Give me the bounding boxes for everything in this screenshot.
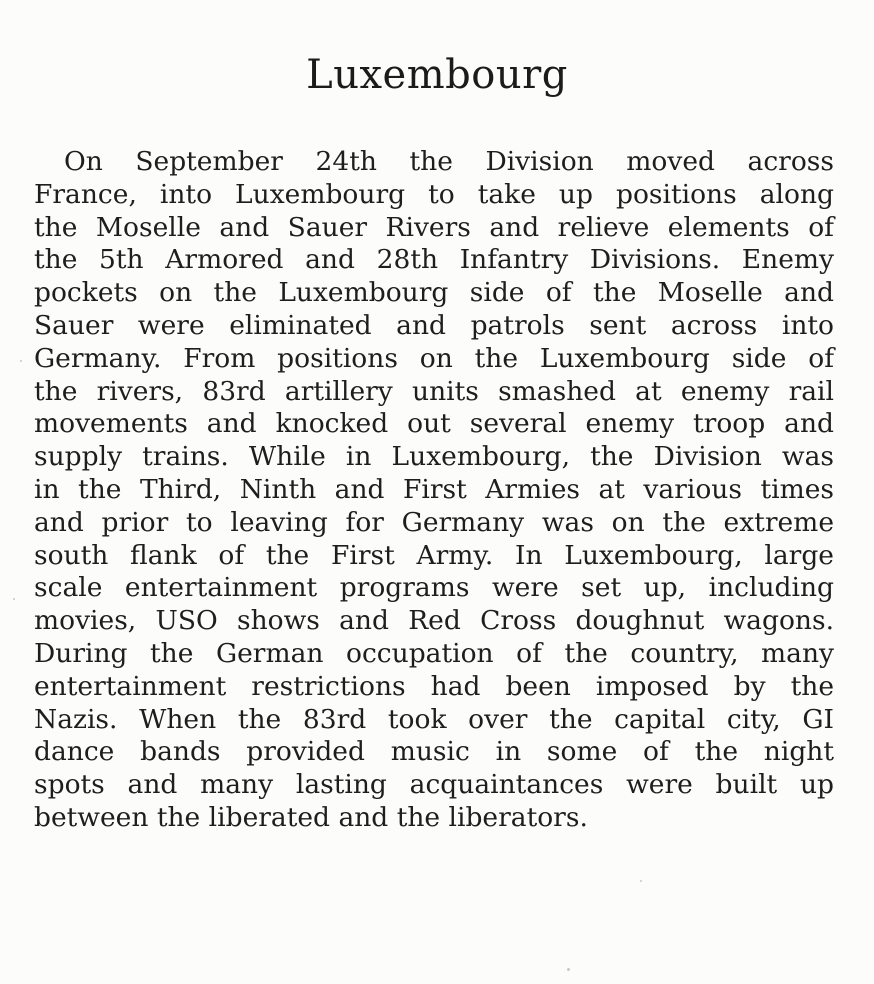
paper-speck bbox=[640, 880, 642, 882]
text-line: between the liberated and the liberators. bbox=[34, 801, 588, 833]
paper-speck bbox=[13, 598, 15, 600]
text-line: movies, USO shows and Red Cross doughnut wagons. bbox=[34, 605, 834, 637]
page-title: Luxembourg bbox=[306, 52, 568, 98]
text-line: On September 24th the Division moved across bbox=[64, 146, 834, 177]
text-line: and prior to leaving for Germany was on the extreme bbox=[34, 506, 834, 538]
text-line: in the Third, Ninth and First Armies at various times bbox=[34, 473, 834, 505]
text-line: south flank of the First Army. In Luxembourg, large bbox=[34, 539, 834, 571]
text-line: the Moselle and Sauer Rivers and relieve elements of bbox=[34, 211, 834, 243]
text-line: During the German occupation of the country, many bbox=[34, 637, 834, 669]
text-line: pockets on the Luxembourg side of the Moselle and bbox=[34, 277, 834, 309]
paper-speck bbox=[20, 360, 22, 362]
text-line: France, into Luxembourg to take up positions along bbox=[34, 178, 834, 210]
text-line: Sauer were eliminated and patrols sent across into bbox=[34, 309, 834, 341]
text-line: the rivers, 83rd artillery units smashed at enemy rail bbox=[34, 375, 834, 407]
text-line: scale entertainment programs were set up, including bbox=[34, 572, 834, 604]
body-paragraph bbox=[34, 146, 834, 835]
text-line: Nazis. When the 83rd took over the capital city, GI bbox=[34, 703, 834, 735]
text-line: entertainment restrictions had been imposed by the bbox=[34, 670, 834, 702]
text-line: movements and knocked out several enemy troop and bbox=[34, 408, 834, 440]
text-line: Germany. From positions on the Luxembourg side of bbox=[34, 342, 834, 374]
text-line: supply trains. While in Luxembourg, the Division was bbox=[34, 441, 834, 473]
text-line: the 5th Armored and 28th Infantry Divisions. Enemy bbox=[34, 244, 834, 276]
text-line: spots and many lasting acquaintances were built up bbox=[34, 769, 834, 801]
paper-speck bbox=[567, 968, 570, 971]
text-line: dance bands provided music in some of the night bbox=[34, 736, 834, 768]
